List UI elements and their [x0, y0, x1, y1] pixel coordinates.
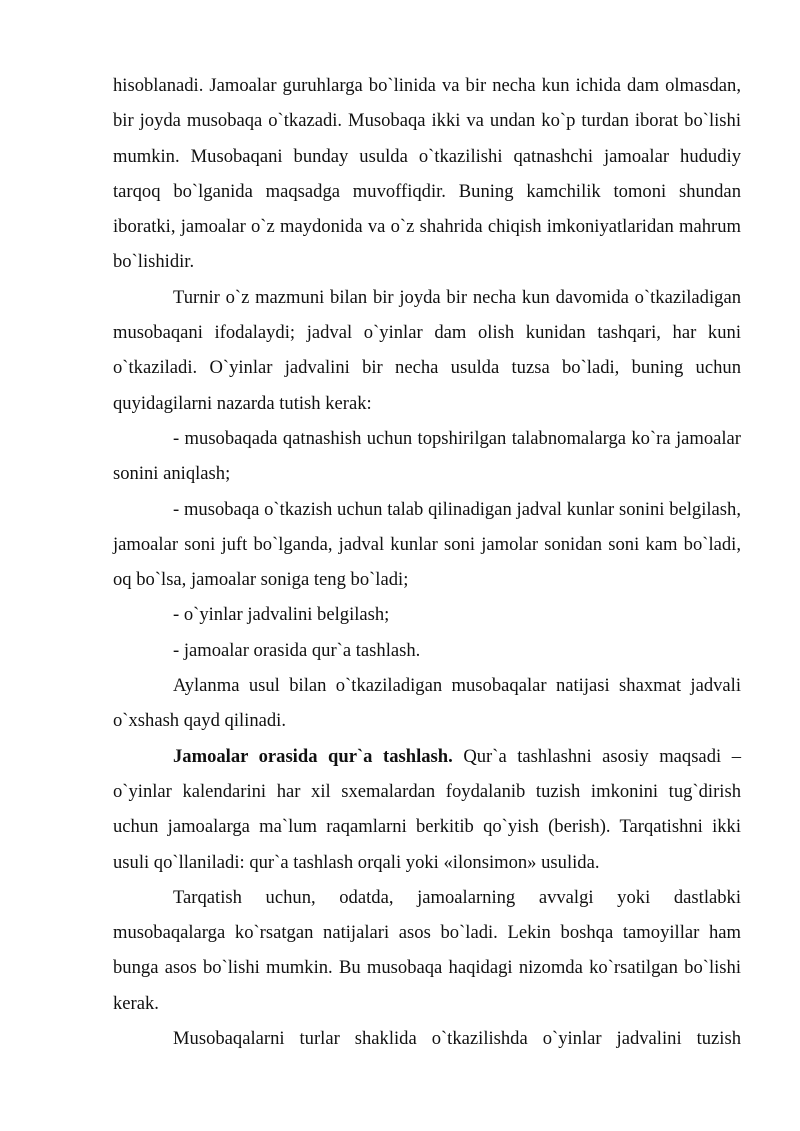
- paragraph-5: Tarqatish uchun, odatda, jamoalarning avvalgi yoki dastlabki musobaqalarga ko`rsatgan natijalari asos bo`ladi. Lekin boshqa tamoyillar ham bunga asos bo`lishi mumkin. Bu musobaqa haqidagi nizomda ko`rsatilgan bo`lishi kerak.: [113, 886, 741, 1014]
- paragraph-4-body: Qur`a tashlashni asosiy maqsadi – o`yinlar kalendarini har xil sxemalardan foydalanib tuzish imkonini tug`dirish uchun jamoalarga ma`lum raqamlarni berkitib qo`yish (berish). Tarqatishni ikki usuli qo`llaniladi: qur`a tashlash orqali yoki «ilonsimon» usulida.: [113, 745, 741, 873]
- section-heading: Jamoalar orasida qur`a tashlash.: [173, 745, 453, 767]
- list-item-1: - musobaqada qatnashish uchun topshirilgan talabnomalarga ko`ra jamoalar sonini aniqlash;: [113, 427, 741, 485]
- paragraph-6: Musobaqalarni turlar shaklida o`tkazilishda o`yinlar jadvalini tuzish: [173, 1028, 741, 1050]
- document-page: [113, 68, 741, 1056]
- paragraph-3: Aylanma usul bilan o`tkaziladigan musobaqalar natijasi shaxmat jadvali o`xshash qayd qilinadi.: [113, 675, 741, 732]
- paragraph-4: [113, 739, 741, 880]
- list-item-4: - jamoalar orasida qur`a tashlash.: [173, 639, 421, 661]
- paragraph-1: hisoblanadi. Jamoalar guruhlarga bo`linida va bir necha kun ichida dam olmasdan, bir joyda musobaqa o`tkazadi. Musobaqa ikki va undan ko`p turdan iborat bo`lishi mumkin. Musobaqani bunday usulda o`tkazilishi qatnashchi jamoalar hududiy tarqoq bo`lganida maqsadga muvoffiqdir. Buning kamchilik tomoni shundan iboratki, jamoalar o`z maydonida va o`z shahrida chiqish imkoniyatlaridan mahrum bo`lishidir.: [113, 75, 741, 273]
- paragraph-2: Turnir o`z mazmuni bilan bir joyda bir necha kun davomida o`tkaziladigan musobaqani ifodalaydi; jadval o`yinlar dam olish kunidan tashqari, har kuni o`tkaziladi. O`yinlar jadvalini bir necha usulda tuzsa bo`ladi, buning uchun quyidagilarni nazarda tutish kerak:: [113, 286, 741, 414]
- list-item-3: - o`yinlar jadvalini belgilash;: [173, 604, 390, 626]
- list-item-2: - musobaqa o`tkazish uchun talab qilinadigan jadval kunlar sonini belgilash, jamoalar soni juft bo`lganda, jadval kunlar soni jamolar sonidan soni kam bo`ladi, oq bo`lsa, jamoalar soniga teng bo`ladi;: [113, 498, 741, 591]
